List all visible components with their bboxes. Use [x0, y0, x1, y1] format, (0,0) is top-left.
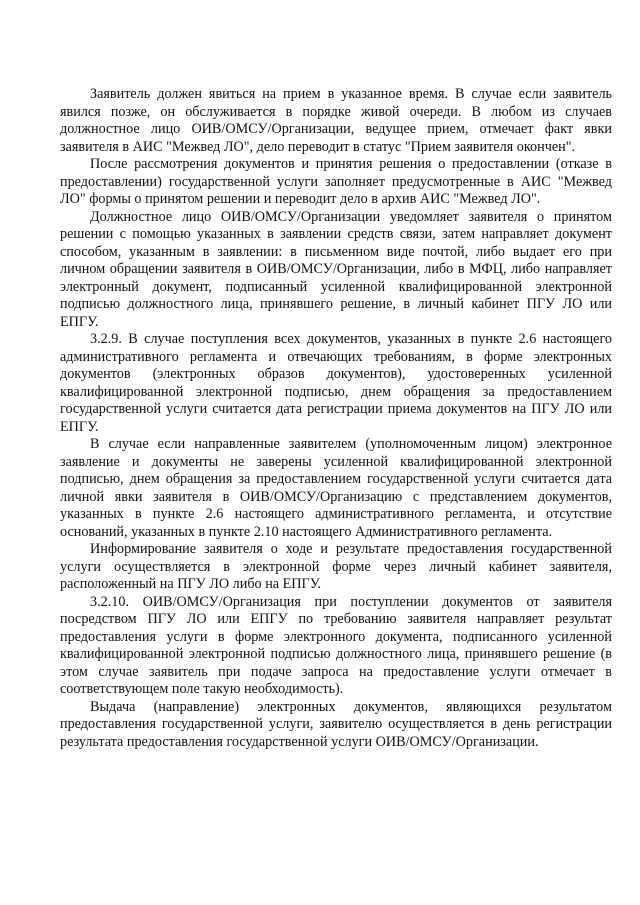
paragraph-3-2-9: 3.2.9. В случае поступления всех документов, указанных в пункте 2.6 настоящего административного регламента и отвечающих требованиям, в форме электронных документов (электронных образов документов), удостоверенных усиленной квалифицированной электронной подписью, днем обращения за предоставлением государственной услуги считается дата регистрации приема документов на ПГУ ЛО или ЕПГУ. [60, 331, 612, 435]
paragraph-unsigned-documents: В случае если направленные заявителем (уполномоченным лицом) электронное заявление и документы не заверены усиленной квалифицированной электронной подписью, днем обращения за предоставлением государственной услуги считается дата личной явки заявителя в ОИВ/ОМСУ/Организацию с представлением документов, указанных в пункте 2.6 настоящего административного регламента, и отсутствие оснований, указанных в пункте 2.10 настоящего Административного регламента. [60, 436, 612, 540]
document-body [60, 86, 612, 751]
paragraph-decision-archive: После рассмотрения документов и принятия решения о предоставлении (отказе в предоставлении) государственной услуги заполняет предусмотренные в АИС "Межвед ЛО" формы о принятом решении и переводит дело в архив АИС "Межвед ЛО". [60, 156, 612, 207]
paragraph-3-2-10: 3.2.10. ОИВ/ОМСУ/Организация при поступлении документов от заявителя посредством ПГУ ЛО или ЕПГУ по требованию заявителя направляет результат предоставления услуги в форме электронного документа, подписанного усиленной квалифицированной электронной подписью должностного лица, принявшего решение (в этом случае заявитель при подаче запроса на предоставление услуги отмечает в соответствующем поле такую необходимость). [60, 593, 612, 697]
paragraph-informing: Информирование заявителя о ходе и результате предоставления государственной услуги осуществляется в электронной форме через личный кабинет заявителя, расположенный на ПГУ ЛО либо на ЕПГУ. [60, 541, 612, 592]
paragraph-notification: Должностное лицо ОИВ/ОМСУ/Организации уведомляет заявителя о принятом решении с помощью указанных в заявлении средств связи, затем направляет документ способом, указанным в заявлении: в письменном виде почтой, либо выдает его при личном обращении заявителя в ОИВ/ОМСУ/Организации, либо в МФЦ, либо направляет электронный документ, подписанный усиленной квалифицированной электронной подписью должностного лица, принявшего решение, в личный кабинет ПГУ ЛО или ЕПГУ. [60, 208, 612, 330]
paragraph-appointment-arrival: Заявитель должен явиться на прием в указанное время. В случае если заявитель явился позже, он обслуживается в порядке живой очереди. В любом из случаев должностное лицо ОИВ/ОМСУ/Организации, ведущее прием, отмечает факт явки заявителя в АИС "Межвед ЛО", дело переводит в статус "Прием заявителя окончен". [60, 86, 612, 155]
paragraph-issuance: Выдача (направление) электронных документов, являющихся результатом предоставления государственной услуги, заявителю осуществляется в день регистрации результата предоставления государственной услуги ОИВ/ОМСУ/Организации. [60, 698, 612, 750]
